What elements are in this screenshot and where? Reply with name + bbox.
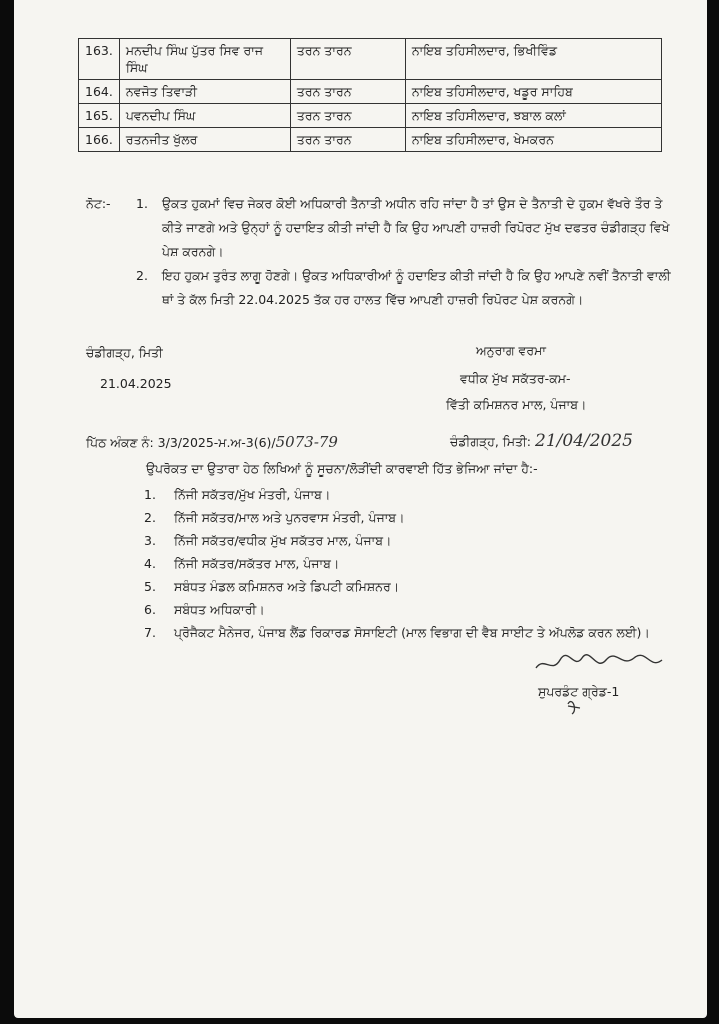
name-cell: ਰਤਨਜੀਤ ਖੁੱਲਰ — [119, 128, 290, 152]
note-item — [136, 264, 686, 312]
list-item-text: ਸਬੰਧਤ ਅਧਿਕਾਰੀ। — [174, 602, 265, 617]
district-cell: ਤਰਨ ਤਾਰਨ — [290, 104, 405, 128]
list-item — [144, 623, 679, 642]
name-cell: ਮਨਦੀਪ ਸਿੰਘ ਪੁੱਤਰ ਸਿਵ ਰਾਜ ਸਿੰਘ — [119, 39, 290, 80]
serial-number-cell: 166. — [79, 128, 120, 152]
list-item — [144, 577, 679, 596]
table-row — [79, 128, 662, 152]
list-item-number: 6. — [144, 602, 156, 617]
list-item-number: 2. — [144, 510, 156, 525]
notes-label: ਨੋਟ:- — [86, 196, 111, 211]
list-item-number: 5. — [144, 579, 156, 594]
signatory-designation: ਵਧੀਕ ਮੁੱਖ ਸਕੱਤਰ-ਕਮ- — [460, 371, 571, 386]
list-item-text: ਸਬੰਧਤ ਮੰਡਲ ਕਮਿਸ਼ਨਰ ਅਤੇ ਡਿਪਟੀ ਕਮਿਸ਼ਨਰ। — [174, 579, 400, 594]
list-item — [144, 554, 679, 573]
list-item-text: ਨਿੱਜੀ ਸਕੱਤਰ/ਮਾਲ ਅਤੇ ਪੁਨਰਵਾਸ ਮੰਤਰੀ, ਪੰਜਾਬ। — [174, 510, 405, 525]
list-item-number: 4. — [144, 556, 156, 571]
endorsement-reference — [86, 433, 338, 451]
district-cell: ਤਰਨ ਤਾਰਨ — [290, 39, 405, 80]
list-item-text: ਨਿੱਜੀ ਸਕੱਤਰ/ਸਕੱਤਰ ਮਾਲ, ਪੰਜਾਬ। — [174, 556, 340, 571]
note-item — [136, 192, 686, 264]
reference-handwritten-number: 5073-79 — [275, 433, 338, 451]
list-item-number: 7. — [144, 625, 156, 640]
issue-date: 21.04.2025 — [100, 376, 172, 391]
name-cell: ਨਵਜੋਤ ਤਿਵਾੜੀ — [119, 80, 290, 104]
posting-cell: ਨਾਇਬ ਤਹਿਸੀਲਦਾਰ, ਝਬਾਲ ਕਲਾਂ — [405, 104, 661, 128]
note-text: ਇਹ ਹੁਕਮ ਤੁਰੰਤ ਲਾਗੂ ਹੋਣਗੇ। ਉਕਤ ਅਧਿਕਾਰੀਆਂ ਨੂੰ ਹਦਾਇਤ ਕੀਤੀ ਜਾਂਦੀ ਹੈ ਕਿ ਉਹ ਆਪਣੇ ਨਵੀਂ ਤੈਨਾਤੀ ਵਾਲੀ ਥਾਂ ਤੇ ਕੱਲ ਮਿਤੀ 22.04.2025 ਤੱਕ ਹਰ ਹਾਲਤ ਵਿੱਚ ਆਪਣੀ ਹਾਜ਼ਰੀ ਰਿਪੋਰਟ ਪੇਸ਼ ਕਰਨਗੇ। — [162, 268, 671, 307]
list-item-number: 3. — [144, 533, 156, 548]
table-row — [79, 39, 662, 80]
endorsement-handwritten-date: 21/04/2025 — [535, 431, 633, 451]
serial-number-cell: 164. — [79, 80, 120, 104]
district-cell: ਤਰਨ ਤਾਰਨ — [290, 80, 405, 104]
superintendent-title: ਸੁਪਰਡੰਟ ਗ੍ਰੇਡ-1 — [538, 684, 620, 699]
endorsement-date-label: ਚੰਡੀਗੜ੍ਹ, ਮਿਤੀ: — [450, 434, 532, 449]
table-row — [79, 80, 662, 104]
reference-label: ਪਿੱਠ ਅੰਕਣ ਨੰ: 3/3/2025-ਮ.ਅ-3(6)/ — [86, 435, 276, 450]
list-item-text: ਪ੍ਰੋਜੈਕਟ ਮੈਨੇਜਰ, ਪੰਜਾਬ ਲੈਂਡ ਰਿਕਾਰਡ ਸੋਸਾਇਟੀ (ਮਾਲ ਵਿਭਾਗ ਦੀ ਵੈਬ ਸਾਈਟ ਤੇ ਅੱਪਲੋਡ ਕਰਨ ਲਈ)। — [174, 625, 650, 640]
district-cell: ਤਰਨ ਤਾਰਨ — [290, 128, 405, 152]
list-item — [144, 531, 679, 550]
list-item — [144, 485, 679, 504]
posting-cell: ਨਾਇਬ ਤਹਿਸੀਲਦਾਰ, ਖਡੂਰ ਸਾਹਿਬ — [405, 80, 661, 104]
table-row — [79, 104, 662, 128]
posting-cell: ਨਾਇਬ ਤਹਿਸੀਲਦਾਰ, ਖੇਮਕਰਨ — [405, 128, 661, 152]
note-number: 2. — [136, 268, 148, 283]
endorsement-intro: ਉਪਰੋਕਤ ਦਾ ਉਤਾਰਾ ਹੇਠ ਲਿਖਿਆਂ ਨੂੰ ਸੂਚਨਾ/ਲੋੜੀਂਦੀ ਕਾਰਵਾਈ ਹਿੱਤ ਭੇਜਿਆ ਜਾਂਦਾ ਹੈ:- — [146, 461, 538, 476]
copy-to-list — [144, 485, 679, 646]
signatory-office: ਵਿੱਤੀ ਕਮਿਸ਼ਨਰ ਮਾਲ, ਪੰਜਾਬ। — [446, 397, 587, 412]
note-number: 1. — [136, 196, 148, 211]
signatory-name: ਅਨੁਰਾਗ ਵਰਮਾ — [476, 343, 546, 358]
list-item — [144, 600, 679, 619]
posting-cell: ਨਾਇਬ ਤਹਿਸੀਲਦਾਰ, ਭਿਖੀਵਿੰਡ — [405, 39, 661, 80]
name-cell: ਪਵਨਦੀਪ ਸਿੰਘ — [119, 104, 290, 128]
endorsement-date — [450, 431, 633, 451]
serial-number-cell: 165. — [79, 104, 120, 128]
list-item-text: ਨਿੱਜੀ ਸਕੱਤਰ/ਵਧੀਕ ਮੁੱਖ ਸਕੱਤਰ ਮਾਲ, ਪੰਜਾਬ। — [174, 533, 392, 548]
list-item-text: ਨਿੱਜੀ ਸਕੱਤਰ/ਮੁੱਖ ਮੰਤਰੀ, ਪੰਜਾਬ। — [174, 487, 331, 502]
document-page — [14, 0, 707, 1018]
place-label: ਚੰਡੀਗੜ੍ਹ, ਮਿਤੀ — [86, 345, 163, 360]
list-item — [144, 508, 679, 527]
posting-table — [78, 38, 662, 152]
list-item-number: 1. — [144, 487, 156, 502]
serial-number-cell: 163. — [79, 39, 120, 80]
note-text: ਉਕਤ ਹੁਕਮਾਂ ਵਿਚ ਜੇਕਰ ਕੋਈ ਅਧਿਕਾਰੀ ਤੈਨਾਤੀ ਅਧੀਨ ਰਹਿ ਜਾਂਦਾ ਹੈ ਤਾਂ ਉਸ ਦੇ ਤੈਨਾਤੀ ਦੇ ਹੁਕਮ ਵੱਖਰੇ ਤੌਰ ਤੇ ਕੀਤੇ ਜਾਣਗੇ ਅਤੇ ਉਨ੍ਹਾਂ ਨੂੰ ਹਦਾਇਤ ਕੀਤੀ ਜਾਂਦੀ ਹੈ ਕਿ ਉਹ ਆਪਣੀ ਹਾਜ਼ਰੀ ਰਿਪੋਰਟ ਮੁੱਖ ਦਫਤਰ ਚੰਡੀਗੜ੍ਹ ਵਿਖੇ ਪੇਸ਼ ਕਰਨਗੇ। — [162, 196, 670, 259]
